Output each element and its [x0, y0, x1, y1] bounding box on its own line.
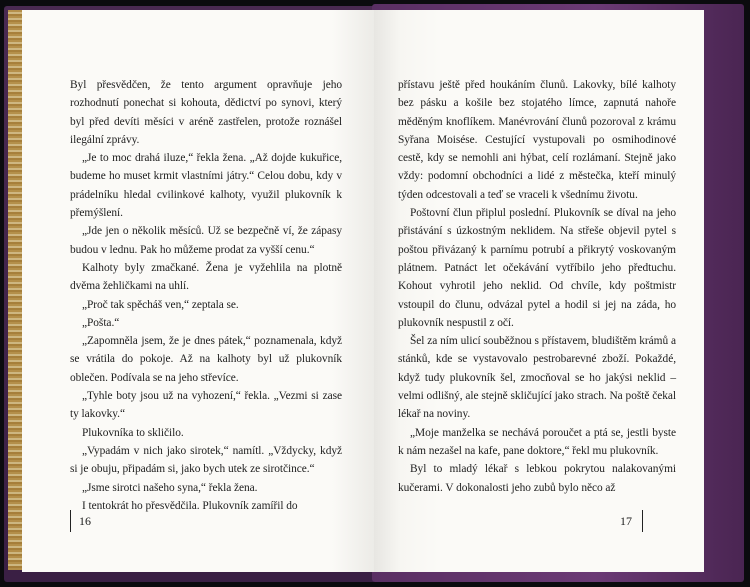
paragraph: Poštovní člun připlul poslední. Plukovník se díval na jeho přistávání s úzkostným neklidem. Na střeše objevil pytel s poštou přivázaný k parnímu potrubí a přikrytý voskovaným plátnem. Patnáct let očekávání vytříbilo jeho předtuchu. Kohout vyhrotil jeho neklid. Od chvíle, kdy poštmistr vstoupil do člunu, odvázal pytel a hodil si jej na záda, ho plukovník nespustil z očí. — [398, 207, 676, 329]
paragraph: Byl to mladý lékař s lebkou pokrytou nalakovanými kučerami. V dokonalosti jeho zubů bylo něco až — [398, 463, 676, 494]
paragraph: „Pošta.“ — [82, 316, 120, 329]
paragraph: „Vypadám v nich jako sirotek,“ namítl. „Vždycky, když si je obuju, připadám si, jako bych utek ze sirotčince.“ — [70, 444, 342, 476]
paragraph: „Moje manželka se nechává poroučet a ptá se, jestli byste k nám nezašel na kafe, pane doktore,“ řekl mu plukovník. — [398, 426, 676, 457]
paragraph: „Zapomněla jsem, že je dnes pátek,“ poznamenala, když se vrátila do pokoje. Až na kalhoty byl už plukovník oblečen. Podívala se na jeho střevíce. — [70, 335, 342, 384]
paragraph: „Jde jen o několik měsíců. Už se bezpečně ví, že zápasy budou v lednu. Pak ho můžeme prodat za vyšší cenu.“ — [70, 225, 342, 256]
paragraph: Byl přesvědčen, že tento argument opravňuje jeho rozhodnutí ponechat si kohouta, dědictví po synovi, který byl před devíti měsíci v aréně zastřelen, protože roznášel ilegální zprávy. — [70, 79, 342, 146]
page-number-left — [70, 510, 91, 532]
page-edges — [8, 10, 22, 570]
right-page — [374, 10, 704, 572]
left-page — [22, 10, 374, 572]
folio-rule — [642, 510, 643, 532]
paragraph: Kalhoty byly zmačkané. Žena je vyžehlila na plotně dvěma žehličkami na uhlí. — [70, 261, 342, 293]
paragraph: „Proč tak spěcháš ven,“ zeptala se. — [82, 298, 239, 311]
paragraph: „Tyhle boty jsou už na vyhození,“ řekla. „Vezmi si zase ty lakovky.“ — [70, 390, 342, 421]
paragraph: „Jsme sirotci našeho syna,“ řekla žena. — [82, 481, 258, 494]
page-number-right — [620, 510, 643, 532]
paragraph: Šel za ním ulicí souběžnou s přístavem, bludištěm krámů a stánků, kde se vystavovalo pestrobarevné zboží. Pokaždé, když tudy plukovník šel, zmocňoval se ho jakýsi neklid – velmi odlišný, ale stejně skličující jako strach. Na poště čekal lékař na noviny. — [398, 335, 676, 421]
paragraph: přístavu ještě před houkáním člunů. Lakovky, bílé kalhoty bez pásku a košile bez stojatého límce, zapnutá nahoře měděným knoflíkem. Manévrování člunů pozoroval z krámu Syřana Moisése. Cestující vystupovali po osmihodinové cestě, kdy se nemohli ani hýbat, celí rozlámaní. Stejně jako vždy: podomní obchodníci a lidé z městečka, kteří minulý týden odcestovali a teď se vraceli k všednímu životu. — [398, 79, 676, 201]
page-number: 17 — [620, 513, 632, 528]
paragraph: „Je to moc drahá iluze,“ řekla žena. „Až dojde kukuřice, budeme ho muset krmit vlastními játry.“ Celou dobu, kdy v prádelníku hledal cvilinkové kalhoty, využil plukovník k přemýšlení. — [70, 152, 342, 220]
paragraph: Plukovníka to skličilo. — [82, 426, 184, 439]
paragraph: I tentokrát ho přesvědčila. Plukovník zamířil do — [82, 499, 298, 512]
right-page-text — [398, 76, 676, 497]
left-page-text — [70, 76, 342, 515]
page-number: 16 — [79, 513, 91, 528]
folio-rule — [70, 510, 71, 532]
